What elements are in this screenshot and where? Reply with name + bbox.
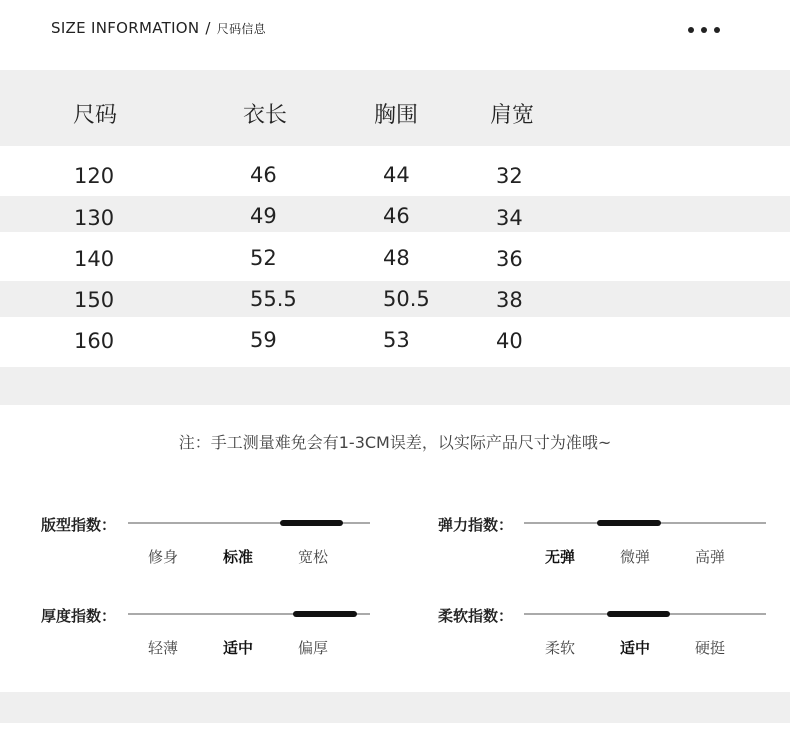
index-marker bbox=[280, 520, 343, 526]
index-option: 硬挺 bbox=[695, 639, 726, 657]
cell-size: 130 bbox=[74, 206, 115, 230]
page-header bbox=[0, 0, 790, 70]
cell-length: 46 bbox=[250, 163, 277, 187]
index-label: 柔软指数： bbox=[438, 607, 514, 625]
column-header-length: 衣长 bbox=[243, 103, 288, 128]
index-option-selected: 标准 bbox=[223, 548, 254, 566]
index-label: 版型指数： bbox=[41, 516, 117, 534]
cell-chest: 44 bbox=[383, 163, 410, 187]
index-label: 厚度指数： bbox=[41, 607, 117, 625]
title-separator: / bbox=[205, 19, 211, 37]
cell-shoulder: 34 bbox=[496, 206, 523, 230]
index-label: 弹力指数： bbox=[438, 516, 514, 534]
cell-shoulder: 40 bbox=[496, 329, 523, 353]
index-marker bbox=[597, 520, 661, 526]
cell-chest: 53 bbox=[383, 328, 410, 352]
index-marker bbox=[293, 611, 357, 617]
title-en: SIZE INFORMATION bbox=[51, 19, 200, 37]
index-option: 偏厚 bbox=[298, 639, 329, 657]
dot bbox=[714, 27, 720, 33]
cell-size: 150 bbox=[74, 288, 115, 312]
cell-size: 120 bbox=[74, 164, 115, 188]
cell-chest: 48 bbox=[383, 246, 410, 270]
column-header-chest: 胸围 bbox=[374, 103, 419, 128]
index-option: 宽松 bbox=[298, 548, 329, 566]
cell-chest: 50.5 bbox=[383, 287, 430, 311]
more-dots-icon[interactable] bbox=[688, 27, 720, 33]
spacer-band bbox=[0, 367, 790, 405]
index-option-selected: 适中 bbox=[223, 639, 254, 657]
cell-length: 52 bbox=[250, 246, 277, 270]
index-marker bbox=[607, 611, 670, 617]
cell-shoulder: 38 bbox=[496, 288, 523, 312]
footer-band bbox=[0, 692, 790, 723]
cell-length: 49 bbox=[250, 204, 277, 228]
index-option-selected: 无弹 bbox=[545, 548, 576, 566]
cell-shoulder: 32 bbox=[496, 164, 523, 188]
cell-length: 59 bbox=[250, 328, 277, 352]
index-option: 柔软 bbox=[545, 639, 576, 657]
index-option: 微弹 bbox=[620, 548, 651, 566]
index-option: 高弹 bbox=[695, 548, 726, 566]
dot bbox=[688, 27, 694, 33]
cell-length: 55.5 bbox=[250, 287, 297, 311]
index-option: 轻薄 bbox=[148, 639, 179, 657]
cell-shoulder: 36 bbox=[496, 247, 523, 271]
index-option-selected: 适中 bbox=[620, 639, 651, 657]
title-cn: 尺码信息 bbox=[216, 22, 266, 36]
header-title bbox=[51, 19, 266, 37]
column-header-size: 尺码 bbox=[73, 103, 118, 128]
cell-size: 140 bbox=[74, 247, 115, 271]
cell-chest: 46 bbox=[383, 204, 410, 228]
cell-size: 160 bbox=[74, 329, 115, 353]
index-option: 修身 bbox=[148, 548, 179, 566]
column-header-shoulder: 肩宽 bbox=[490, 103, 535, 128]
measurement-note: 注：手工测量难免会有1-3CM误差，以实际产品尺寸为准哦~ bbox=[178, 433, 612, 452]
dot bbox=[701, 27, 707, 33]
